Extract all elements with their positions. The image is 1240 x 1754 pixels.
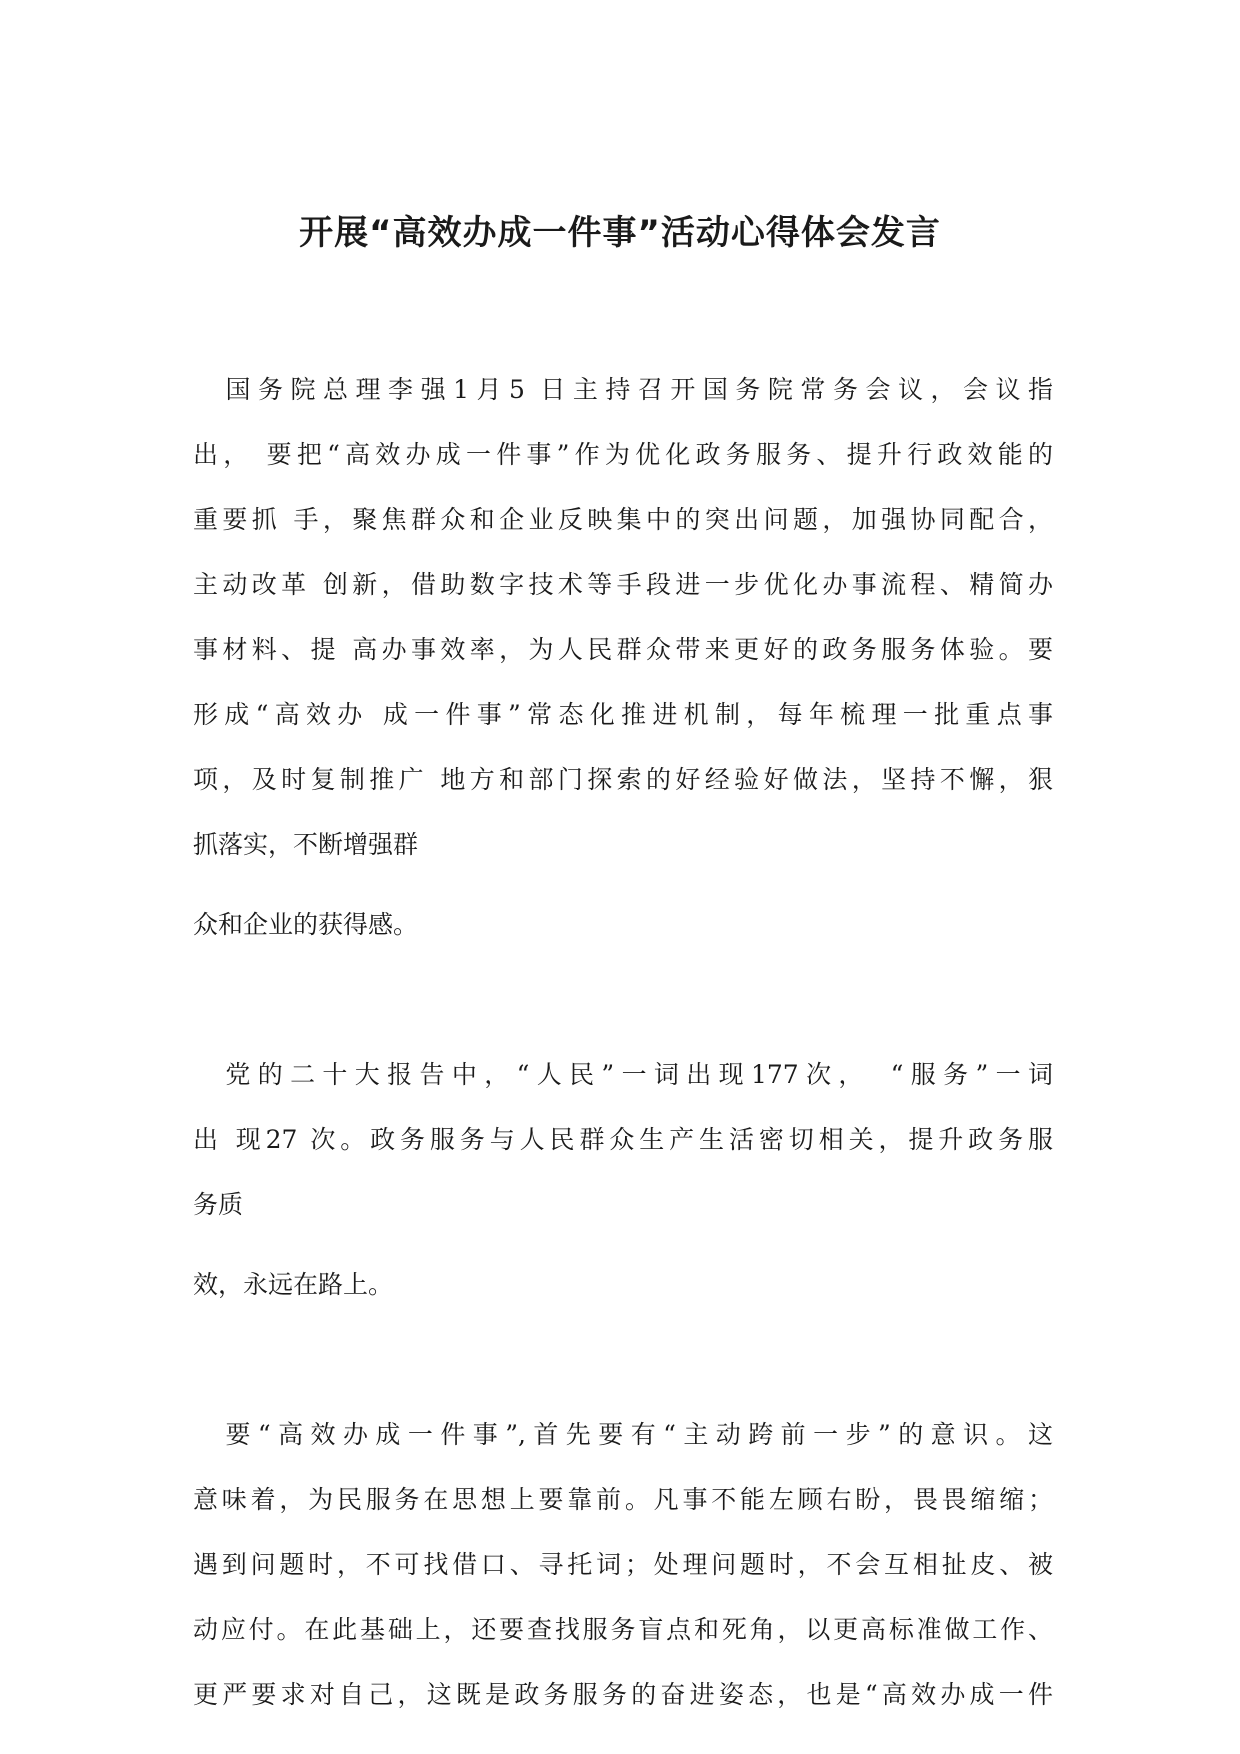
paragraph-5-line-1: 要“高效办成一件事”,首先要有“主动跨前一步”的意识。这 — [193, 1420, 1053, 1449]
paragraph-3-line-1: 党的二十大报告中，“人民”一词出现177次， “服务”一词 — [193, 1060, 1053, 1089]
document-title: 开展“高效办成一件事”活动心得体会发言 — [299, 213, 941, 253]
paragraph-1-line-3: 重要抓 手，聚焦群众和企业反映集中的突出问题，加强协同配合， — [193, 505, 1053, 534]
paragraph-5-line-3: 遇到问题时，不可找借口、寻托词；处理问题时，不会互相扯皮、被 — [193, 1550, 1053, 1579]
paragraph-5-line-5: 更严要求对自己，这既是政务服务的奋进姿态，也是“高效办成一件 — [193, 1680, 1053, 1709]
paragraph-1-line-7: 项，及时复制推广 地方和部门探索的好经验好做法，坚持不懈，狠 — [193, 765, 1053, 794]
paragraph-5-line-2: 意味着，为民服务在思想上要靠前。凡事不能左顾右盼，畏畏缩缩； — [193, 1485, 1053, 1514]
paragraph-2-line-1: 众和企业的获得感。 — [193, 910, 419, 939]
paragraph-3-line-3: 务质 — [193, 1190, 244, 1219]
paragraph-3-line-2: 出 现27 次。政务服务与人民群众生产生活密切相关，提升政务服 — [193, 1125, 1053, 1154]
paragraph-1-line-6: 形成“高效办 成一件事”常态化推进机制，每年梳理一批重点事 — [193, 700, 1053, 729]
paragraph-1-line-5: 事材料、提 高办事效率，为人民群众带来更好的政务服务体验。要 — [193, 635, 1053, 664]
paragraph-1-line-2: 出， 要把“高效办成一件事”作为优化政务服务、提升行政效能的 — [193, 440, 1053, 469]
paragraph-1-line-8: 抓落实，不断增强群 — [193, 830, 419, 859]
paragraph-4-line-1: 效，永远在路上。 — [193, 1270, 394, 1299]
paragraph-1-line-1: 国务院总理李强1月5 日主持召开国务院常务会议，会议指 — [193, 375, 1053, 404]
paragraph-1-line-4: 主动改革 创新，借助数字技术等手段进一步优化办事流程、精简办 — [193, 570, 1053, 599]
paragraph-5-line-4: 动应付。在此基础上，还要查找服务盲点和死角，以更高标准做工作、 — [193, 1615, 1053, 1644]
